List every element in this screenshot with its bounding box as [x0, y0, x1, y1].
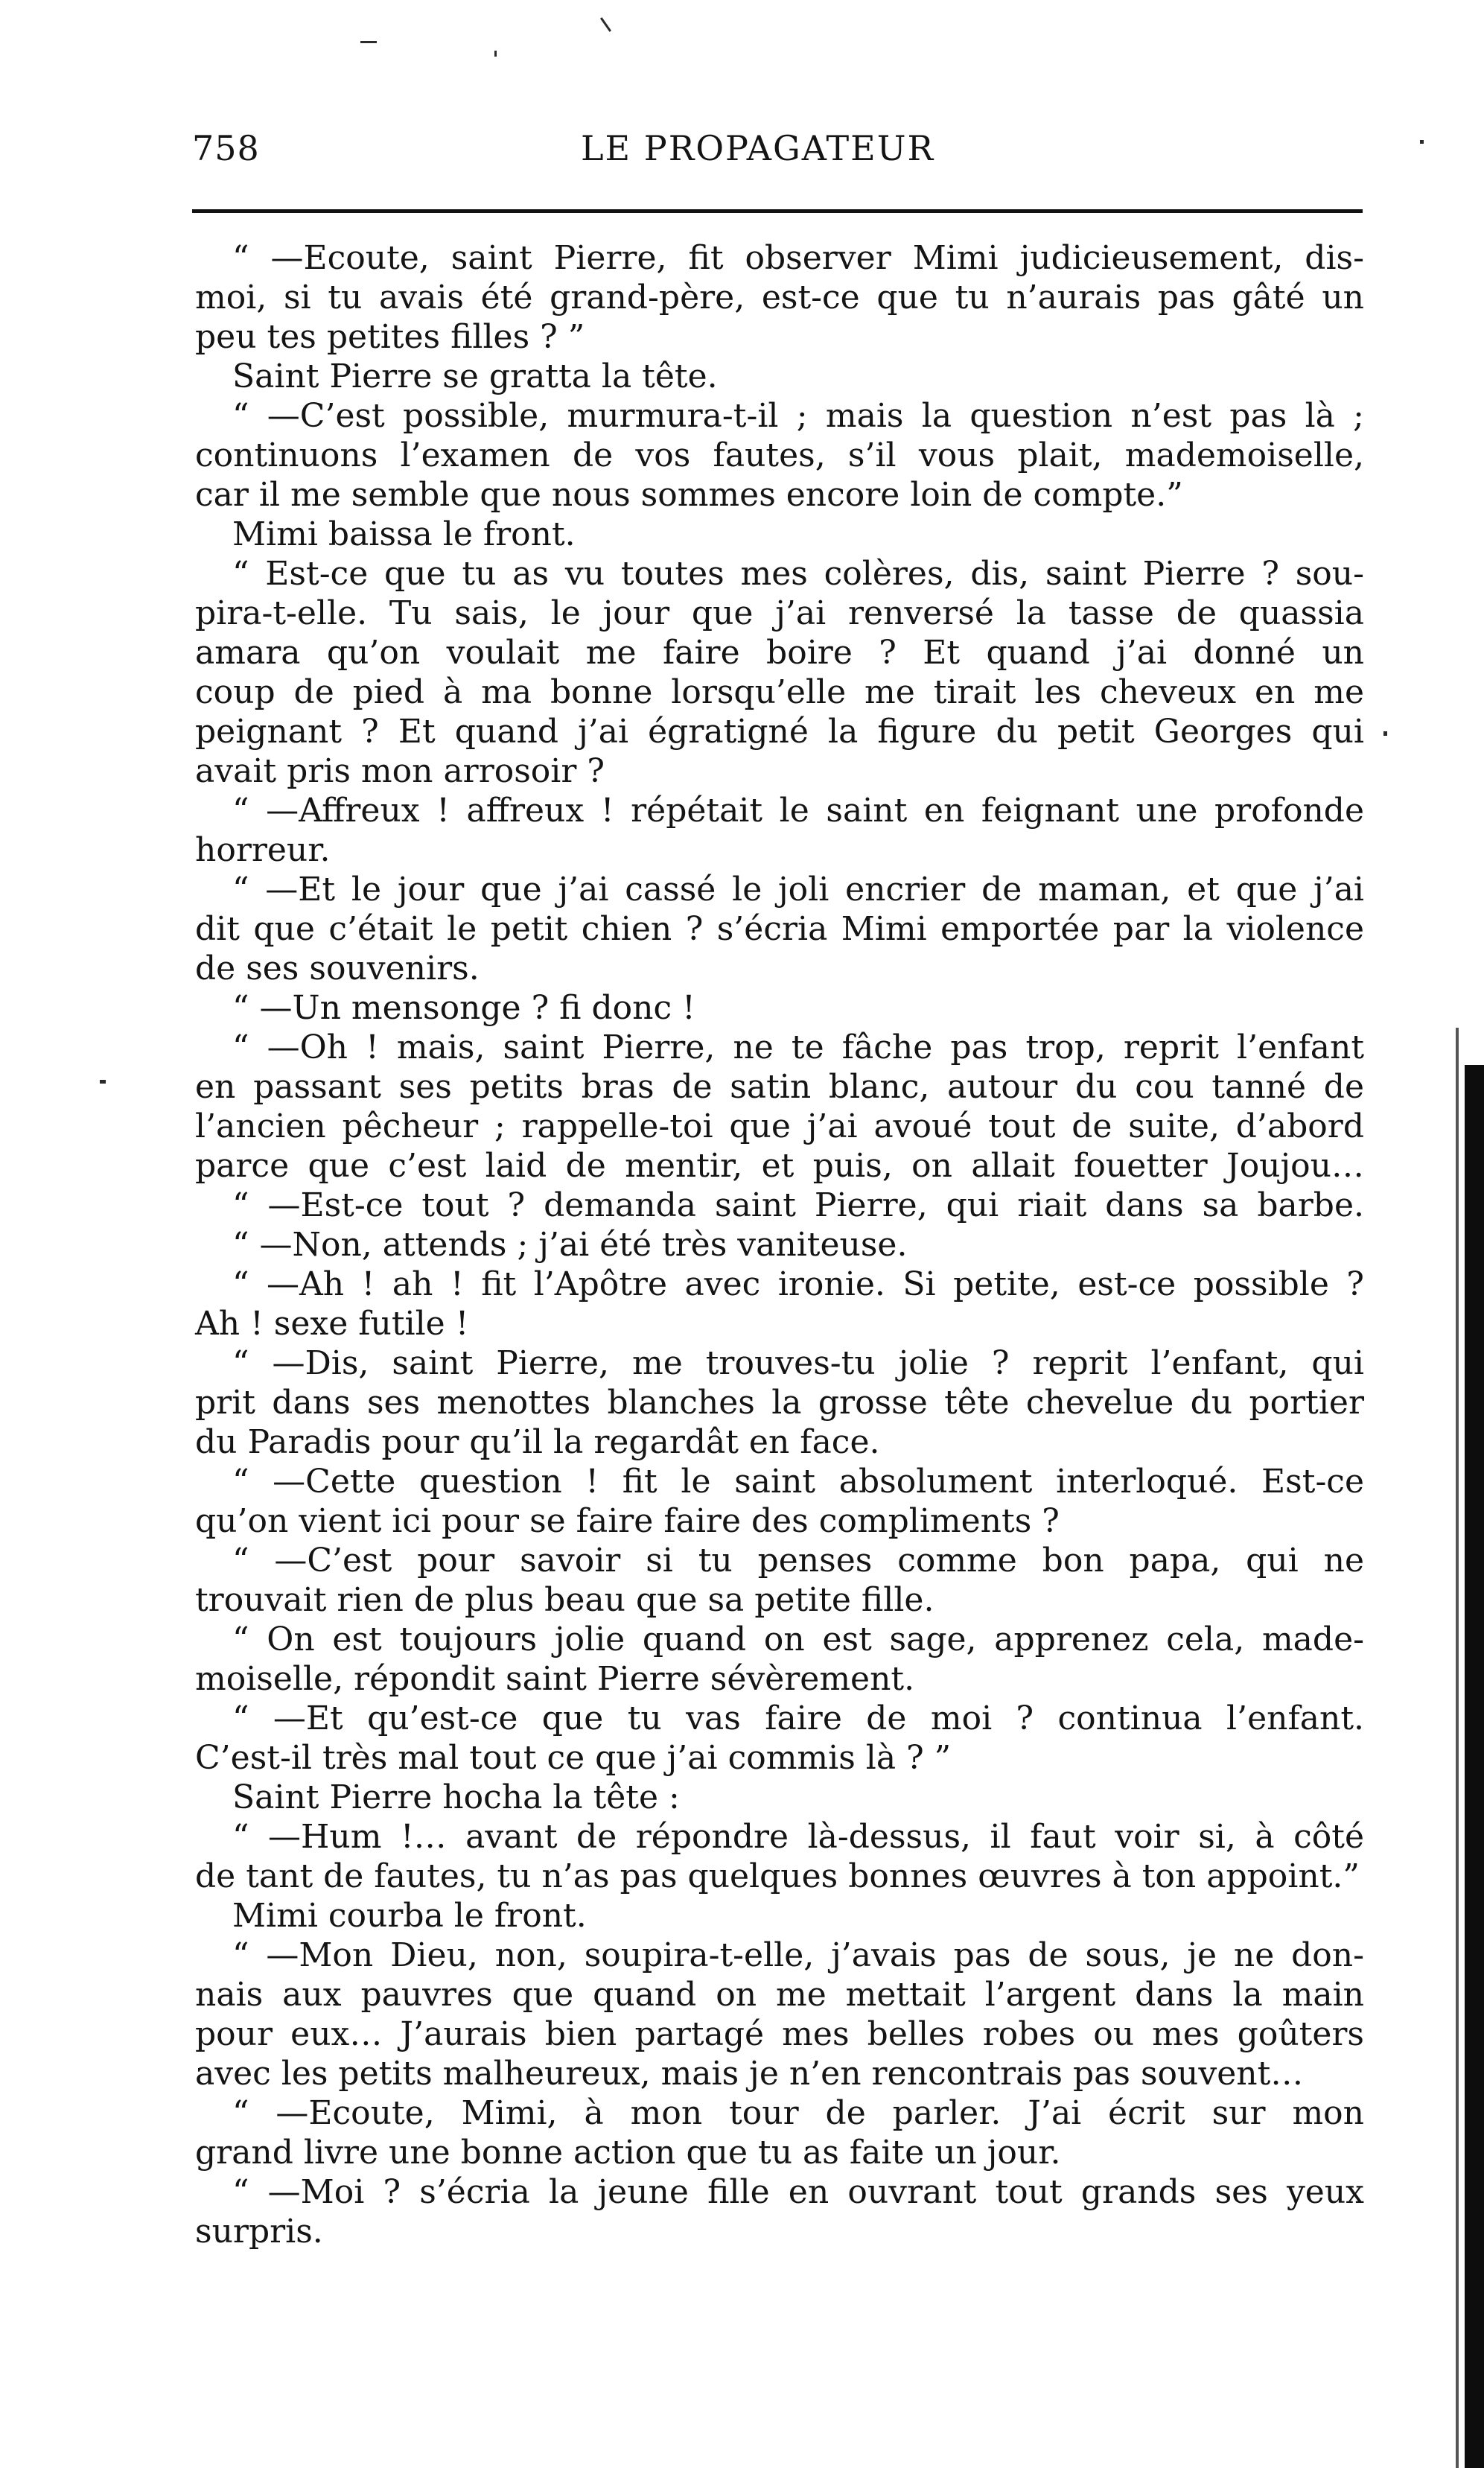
text-line: coup de pied à ma bonne lorsqu’elle me tirait les cheveux en me	[195, 673, 1364, 711]
text-line: “ —Affreux ! affreux ! répétait le saint en feignant une profonde	[232, 792, 1364, 830]
text-line: en passant ses petits bras de satin blanc, autour du cou tanné de	[195, 1068, 1364, 1106]
text-line: “ Est-ce que tu as vu toutes mes colères, dis, saint Pierre ? sou-	[232, 555, 1364, 593]
text-line: pour eux… J’aurais bien partagé mes belles robes ou mes goûters	[195, 2015, 1364, 2053]
text-line: moi, si tu avais été grand-père, est-ce que tu n’aurais pas gâté un	[195, 279, 1364, 317]
text-line: “ —Est-ce tout ? demanda saint Pierre, qui riait dans sa barbe.	[232, 1186, 1364, 1224]
text-line: continuons l’examen de vos fautes, s’il vous plait, mademoiselle,	[195, 436, 1364, 474]
header-rule	[192, 209, 1363, 213]
scan-edge-shadow	[1465, 1065, 1484, 2468]
text-line: Ah ! sexe futile !	[195, 1305, 469, 1343]
text-line: “ —Ah ! ah ! fit l’Apôtre avec ironie. Si petite, est-ce possible ?	[232, 1265, 1364, 1303]
text-line: Saint Pierre se gratta la tête.	[232, 357, 718, 395]
text-line: qu’on vient ici pour se faire faire des compliments ?	[195, 1502, 1060, 1540]
scan-speck-6	[1383, 731, 1387, 736]
text-line: “ —Et qu’est-ce que tu vas faire de moi ? continua l’enfant.	[232, 1699, 1364, 1737]
text-line: grand livre une bonne action que tu as faite un jour.	[195, 2134, 1061, 2172]
text-line: du Paradis pour qu’il la regardât en face.	[195, 1423, 880, 1461]
text-line: l’ancien pêcheur ; rappelle-toi que j’ai avoué tout de suite, d’abord	[195, 1107, 1364, 1145]
page-number: 758	[192, 128, 260, 168]
scan-speck-2	[600, 17, 611, 32]
running-title: LE PROPAGATEUR	[581, 128, 935, 168]
text-line: trouvait rien de plus beau que sa petite fille.	[195, 1581, 934, 1619]
text-line: prit dans ses menottes blanches la grosse tête chevelue du portier	[195, 1384, 1364, 1422]
text-line: “ —Un mensonge ? fi donc !	[232, 989, 695, 1027]
text-line: “ —Mon Dieu, non, soupira-t-elle, j’avais pas de sous, je ne don-	[232, 1936, 1364, 1974]
body-text	[195, 240, 1364, 2251]
text-line: parce que c’est laid de mentir, et puis, on allait fouetter Joujou…	[195, 1147, 1364, 1185]
text-line: Mimi courba le front.	[232, 1897, 587, 1935]
text-line: “ —C’est pour savoir si tu penses comme bon papa, qui ne	[232, 1542, 1364, 1580]
text-line: dit que c’était le petit chien ? s’écria Mimi emportée par la violence	[195, 910, 1364, 948]
text-line: peignant ? Et quand j’ai égratigné la figure du petit Georges qui	[195, 713, 1364, 751]
text-line: “ —Non, attends ; j’ai été très vaniteuse.	[232, 1226, 908, 1264]
text-line: Mimi baissa le front.	[232, 515, 576, 553]
text-line: car il me semble que nous sommes encore loin de compte.”	[195, 476, 1183, 514]
text-line: C’est-il très mal tout ce que j’ai commis là ? ”	[195, 1739, 952, 1777]
text-line: “ —Hum !… avant de répondre là-dessus, il faut voir si, à côté	[232, 1818, 1364, 1856]
text-line: “ —C’est possible, murmura-t-il ; mais la question n’est pas là ;	[232, 397, 1364, 435]
scan-speck-4	[1420, 140, 1424, 144]
text-line: “ —Oh ! mais, saint Pierre, ne te fâche pas trop, reprit l’enfant	[232, 1028, 1364, 1066]
text-line: horreur.	[195, 831, 331, 869]
text-line: “ —Et le jour que j’ai cassé le joli encrier de maman, et que j’ai	[232, 871, 1364, 909]
scan-speck-5	[100, 1080, 106, 1084]
text-line: de tant de fautes, tu n’as pas quelques bonnes œuvres à ton appoint.”	[195, 1857, 1360, 1895]
text-line: amara qu’on voulait me faire boire ? Et quand j’ai donné un	[195, 634, 1364, 672]
scan-edge-line	[1456, 1028, 1459, 2468]
text-line: “ —Dis, saint Pierre, me trouves-tu jolie ? reprit l’enfant, qui	[232, 1344, 1364, 1382]
text-line: nais aux pauvres que quand on me mettait l’argent dans la main	[195, 1976, 1364, 2014]
text-line: surpris.	[195, 2213, 323, 2251]
scan-speck-1	[360, 41, 377, 43]
page-header	[192, 128, 1361, 180]
text-line: peu tes petites filles ? ”	[195, 318, 585, 356]
text-line: pira-t-elle. Tu sais, le jour que j’ai renversé la tasse de quassia	[195, 594, 1364, 632]
scan-speck-3	[494, 51, 497, 57]
text-line: “ —Ecoute, saint Pierre, fit observer Mimi judicieusement, dis-	[232, 239, 1364, 277]
text-line: Saint Pierre hocha la tête :	[232, 1778, 680, 1816]
text-line: avec les petits malheureux, mais je n’en rencontrais pas souvent…	[195, 2055, 1304, 2093]
text-line: moiselle, répondit saint Pierre sévèrement.	[195, 1660, 915, 1698]
text-line: de ses souvenirs.	[195, 950, 480, 987]
text-line: avait pris mon arrosoir ?	[195, 752, 605, 790]
text-line: “ —Ecoute, Mimi, à mon tour de parler. J’ai écrit sur mon	[232, 2094, 1364, 2132]
text-line: “ —Cette question ! fit le saint absolument interloqué. Est-ce	[232, 1463, 1364, 1501]
text-line: “ On est toujours jolie quand on est sage, apprenez cela, made-	[232, 1621, 1364, 1658]
text-line: “ —Moi ? s’écria la jeune fille en ouvrant tout grands ses yeux	[232, 2173, 1364, 2211]
